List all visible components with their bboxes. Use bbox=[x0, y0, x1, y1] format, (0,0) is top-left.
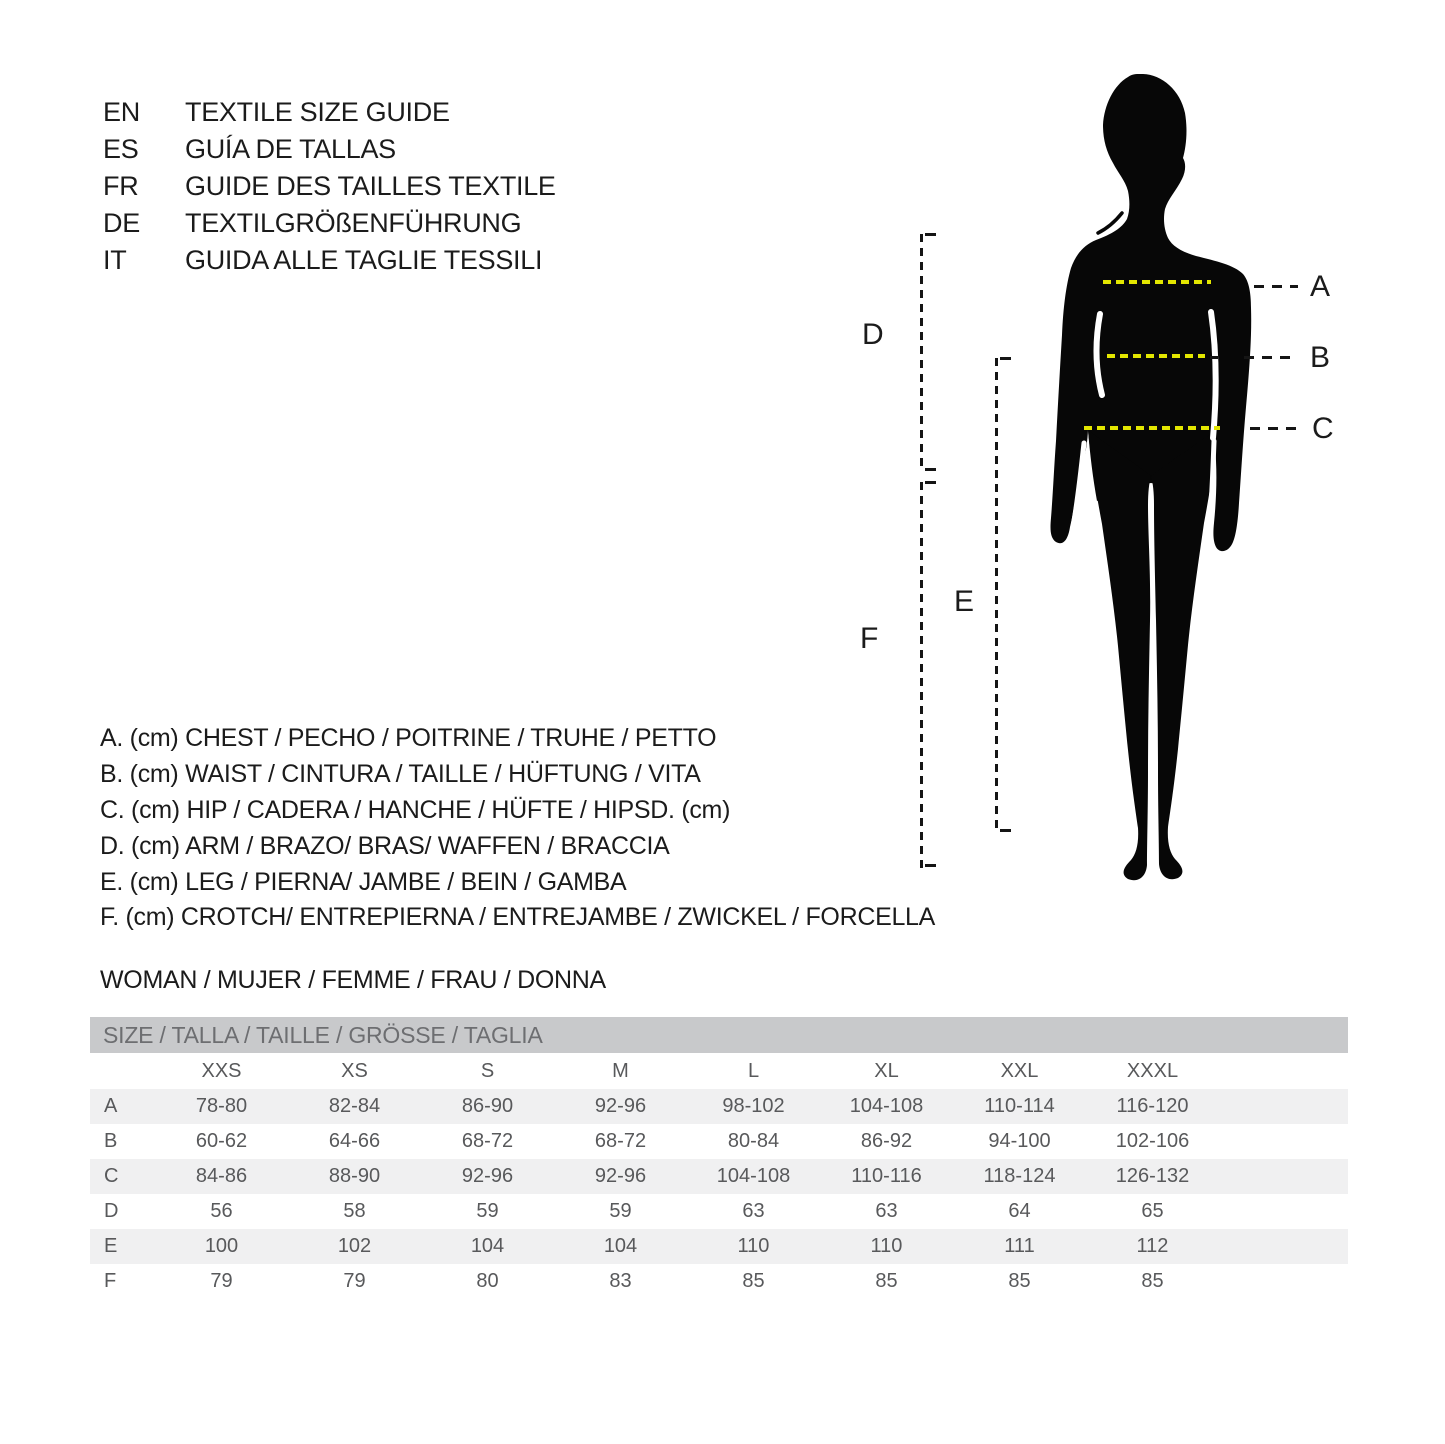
language-row bbox=[103, 242, 556, 279]
size-value-cell: 56 bbox=[210, 1200, 233, 1222]
size-column-header: XL bbox=[874, 1059, 899, 1082]
size-value-cell: 104 bbox=[603, 1235, 638, 1257]
size-value-cell: 79 bbox=[210, 1270, 233, 1292]
size-value-cell: 86-92 bbox=[860, 1130, 913, 1152]
waist-pointer-line bbox=[1244, 356, 1298, 359]
size-value-cell: 112 bbox=[1136, 1235, 1169, 1257]
legend-line: A. (cm) CHEST / PECHO / POITRINE / TRUHE / PETTO bbox=[100, 724, 717, 753]
language-code: ES bbox=[103, 134, 139, 164]
woman-silhouette bbox=[1000, 63, 1318, 883]
language-row bbox=[103, 168, 556, 205]
legend-line: C. (cm) HIP / CADERA / HANCHE / HÜFTE / HIPSD. (cm) bbox=[100, 795, 731, 824]
size-table-row bbox=[90, 1124, 1348, 1159]
e-line-bottom-tick bbox=[1000, 829, 1011, 832]
size-value-cell: 85 bbox=[1141, 1270, 1164, 1292]
guide-title: GUIDE DES TAILLES TEXTILE bbox=[185, 171, 556, 201]
leg-measure-line-e bbox=[995, 358, 998, 834]
size-value-cell: 68-72 bbox=[461, 1130, 514, 1152]
size-value-cell: 68-72 bbox=[594, 1130, 647, 1152]
size-header-row bbox=[90, 1053, 1348, 1089]
guide-title: GUIDA ALLE TAGLIE TESSILI bbox=[185, 245, 543, 275]
size-value-cell: 92-96 bbox=[461, 1165, 514, 1187]
arm-measure-line-d bbox=[920, 234, 923, 470]
size-value-cell: 79 bbox=[343, 1270, 366, 1292]
size-value-cell: 104 bbox=[470, 1235, 505, 1257]
f-line-bottom-tick bbox=[925, 864, 936, 867]
size-value-cell: 60-62 bbox=[195, 1130, 248, 1152]
size-value-cell: 65 bbox=[1141, 1200, 1164, 1222]
legend-line: E. (cm) LEG / PIERNA/ JAMBE / BEIN / GAMBA bbox=[100, 867, 627, 896]
language-code: EN bbox=[103, 97, 140, 127]
language-row bbox=[103, 131, 556, 168]
size-table-row bbox=[90, 1159, 1348, 1194]
language-row bbox=[103, 205, 556, 242]
row-label: C bbox=[104, 1165, 119, 1187]
legend-line: F. (cm) CROTCH/ ENTREPIERNA / ENTREJAMBE / ZWICKEL / FORCELLA bbox=[100, 903, 936, 932]
size-table-row bbox=[90, 1264, 1348, 1299]
d-line-bottom-tick bbox=[925, 468, 936, 471]
size-value-cell: 100 bbox=[204, 1235, 239, 1257]
size-value-cell: 110-114 bbox=[984, 1095, 1055, 1117]
size-column-header: XXL bbox=[1000, 1059, 1039, 1082]
e-line-top-tick bbox=[1000, 357, 1011, 360]
size-value-cell: 110-116 bbox=[851, 1165, 922, 1187]
marker-label-f: F bbox=[860, 622, 879, 655]
size-value-cell: 59 bbox=[476, 1200, 499, 1222]
guide-title: TEXTILE SIZE GUIDE bbox=[185, 97, 450, 127]
size-column-header: M bbox=[612, 1059, 629, 1082]
f-line-top-tick bbox=[925, 481, 936, 484]
section-title: WOMAN / MUJER / FEMME / FRAU / DONNA bbox=[100, 966, 606, 994]
size-column-header: S bbox=[480, 1059, 495, 1082]
waist-line-b-gap-dash bbox=[1210, 356, 1218, 359]
size-value-cell: 82-84 bbox=[328, 1095, 381, 1117]
size-value-cell: 85 bbox=[742, 1270, 765, 1292]
size-value-cell: 102 bbox=[337, 1235, 372, 1257]
marker-label-d: D bbox=[862, 318, 884, 351]
marker-label-e: E bbox=[954, 585, 975, 618]
size-value-cell: 64 bbox=[1008, 1200, 1031, 1222]
language-code: FR bbox=[103, 171, 139, 201]
size-value-cell: 98-102 bbox=[722, 1095, 785, 1117]
size-value-cell: 94-100 bbox=[988, 1130, 1051, 1152]
size-value-cell: 102-106 bbox=[1115, 1130, 1190, 1152]
size-value-cell: 88-90 bbox=[328, 1165, 381, 1187]
marker-label-b: B bbox=[1310, 341, 1331, 374]
size-value-cell: 85 bbox=[875, 1270, 898, 1292]
language-row bbox=[103, 94, 556, 131]
size-value-cell: 110 bbox=[870, 1235, 903, 1257]
measurement-legend bbox=[100, 721, 935, 936]
size-column-header: XS bbox=[341, 1059, 368, 1082]
size-value-cell: 86-90 bbox=[461, 1095, 514, 1117]
hip-measure-line-c bbox=[1084, 426, 1220, 430]
size-value-cell: 126-132 bbox=[1115, 1165, 1190, 1187]
size-value-cell: 104-108 bbox=[716, 1165, 791, 1187]
language-code: IT bbox=[103, 245, 127, 275]
size-value-cell: 83 bbox=[609, 1270, 632, 1292]
size-table-row bbox=[90, 1194, 1348, 1229]
size-value-cell: 64-66 bbox=[328, 1130, 381, 1152]
row-label: D bbox=[104, 1200, 119, 1222]
size-column-header: XXXL bbox=[1126, 1059, 1179, 1082]
size-value-cell: 111 bbox=[1004, 1235, 1035, 1257]
row-label: E bbox=[104, 1235, 118, 1257]
silhouette-left-leg bbox=[1088, 430, 1151, 880]
size-value-cell: 80-84 bbox=[727, 1130, 780, 1152]
legend-line: D. (cm) ARM / BRAZO/ BRAS/ WAFFEN / BRACCIA bbox=[100, 831, 670, 860]
crotch-measure-line-f bbox=[920, 482, 923, 868]
size-table-row bbox=[90, 1229, 1348, 1264]
guide-title: TEXTILGRÖßENFÜHRUNG bbox=[185, 208, 522, 238]
chest-measure-line-a bbox=[1103, 280, 1211, 284]
chest-pointer-line bbox=[1254, 285, 1298, 288]
silhouette-right-leg bbox=[1151, 429, 1217, 879]
size-value-cell: 92-96 bbox=[594, 1095, 647, 1117]
legend-line: B. (cm) WAIST / CINTURA / TAILLE / HÜFTUNG / VITA bbox=[100, 760, 701, 789]
size-table-body bbox=[90, 1089, 1348, 1299]
marker-label-c: C bbox=[1312, 412, 1334, 445]
size-value-cell: 84-86 bbox=[195, 1165, 248, 1187]
size-value-cell: 80 bbox=[476, 1270, 499, 1292]
row-label: B bbox=[104, 1130, 118, 1152]
language-code: DE bbox=[103, 208, 140, 238]
size-value-cell: 59 bbox=[609, 1200, 632, 1222]
size-value-cell: 92-96 bbox=[594, 1165, 647, 1187]
size-value-cell: 78-80 bbox=[195, 1095, 248, 1117]
size-value-cell: 110 bbox=[737, 1235, 770, 1257]
guide-title: GUÍA DE TALLAS bbox=[185, 134, 396, 164]
size-value-cell: 85 bbox=[1008, 1270, 1031, 1292]
size-column-header: XXS bbox=[201, 1059, 242, 1082]
size-value-cell: 104-108 bbox=[849, 1095, 924, 1117]
size-table-banner bbox=[90, 1017, 1348, 1053]
marker-label-a: A bbox=[1310, 270, 1331, 303]
d-line-top-tick bbox=[925, 233, 936, 236]
size-value-cell: 63 bbox=[875, 1200, 898, 1222]
size-value-cell: 58 bbox=[343, 1200, 366, 1222]
language-title-list bbox=[103, 94, 556, 279]
hip-pointer-line bbox=[1250, 427, 1298, 430]
size-column-header: L bbox=[747, 1059, 760, 1082]
size-value-cell: 63 bbox=[742, 1200, 765, 1222]
size-table bbox=[90, 1017, 1348, 1299]
row-label: F bbox=[104, 1270, 117, 1292]
row-label: A bbox=[104, 1095, 118, 1117]
size-table-row bbox=[90, 1089, 1348, 1124]
size-value-cell: 118-124 bbox=[983, 1165, 1056, 1187]
waist-measure-line-b bbox=[1107, 354, 1205, 358]
size-value-cell: 116-120 bbox=[1116, 1095, 1189, 1117]
size-table-banner-label: SIZE / TALLA / TAILLE / GRÖSSE / TAGLIA bbox=[103, 1021, 543, 1048]
